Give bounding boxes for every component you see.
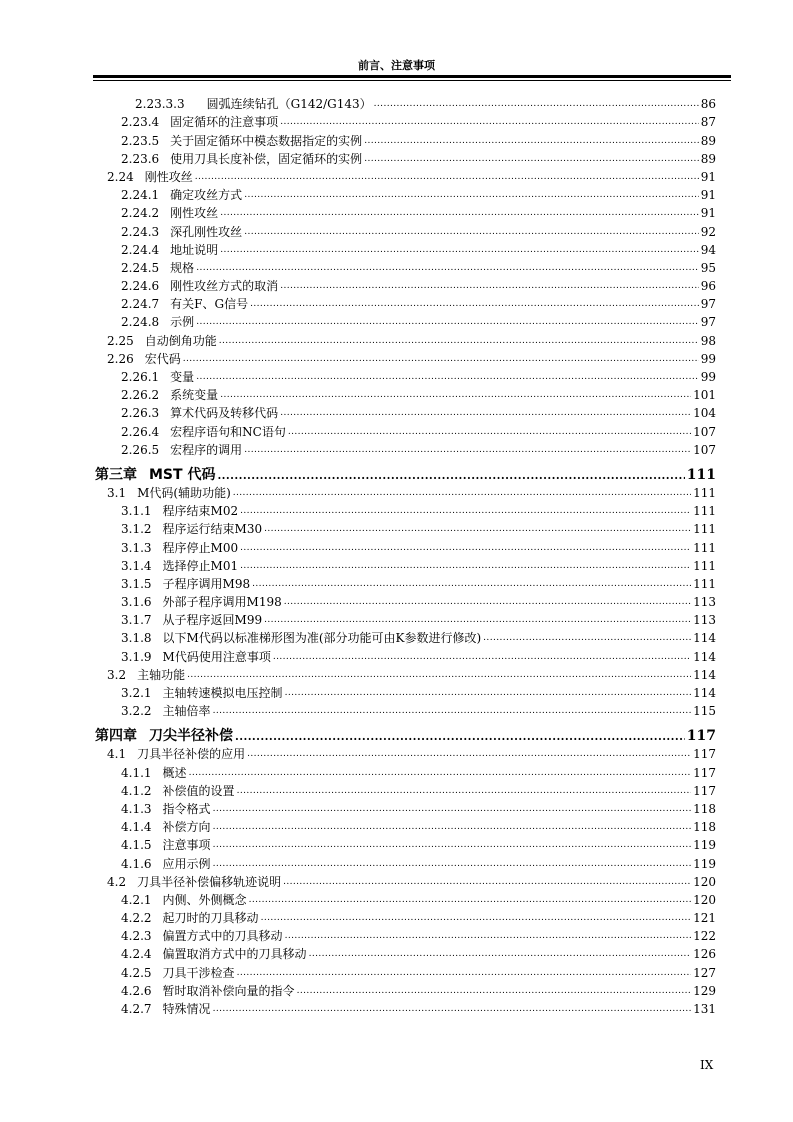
toc-entry-page: 107 [693,424,716,439]
toc-leader-dots [285,686,692,701]
toc-entry-title: 刀具干涉检查 [162,965,235,980]
toc-entry[interactable] [0,890,793,908]
toc-entry-title: 规格 [170,260,195,275]
toc-leader-dots [244,225,699,240]
toc-entry-title: 程序运行结束M30 [162,522,263,537]
toc-entry-number: 4.1.5 [121,838,152,853]
toc-entry-title: M代码(辅助功能) [137,485,231,500]
toc-leader-dots [288,425,691,440]
toc-entry[interactable] [0,908,793,926]
toc-entry-title: 偏置取消方式中的刀具移动 [162,947,307,962]
toc-entry-title: 选择停止M01 [162,558,239,573]
toc-entry-title: 圆弧连续钻孔（G142/G143） [206,97,372,112]
toc-entry-title: 偏置方式中的刀具移动 [162,929,283,944]
toc-entry-title: 主轴功能 [137,667,186,682]
toc-entry-page: 111 [693,485,716,500]
toc-entry-page: 111 [686,466,716,483]
toc-entry-page: 91 [700,169,716,184]
toc-leader-dots [240,504,691,519]
toc-entry-page: 114 [693,649,716,664]
toc-leader-dots [264,613,691,628]
toc-leader-dots [213,704,692,719]
toc-entry-title: 补偿方向 [162,820,211,835]
toc-entry-number: 2.26.3 [121,406,160,421]
toc-entry-page: 129 [693,983,716,998]
toc-entry[interactable] [0,240,793,258]
toc-leader-dots [249,893,692,908]
toc-leader-dots [213,857,692,872]
toc-entry-page: 89 [700,151,716,166]
toc-entry[interactable] [0,167,793,185]
toc-entry-number: 3.1.3 [121,540,152,555]
toc-entry-page: 114 [693,631,716,646]
toc-entry-number: 2.26.1 [121,370,160,384]
toc-entry-number: 2.26 [107,351,134,366]
toc-entry[interactable] [0,276,793,294]
toc-entry-title: 应用示例 [162,856,211,871]
toc-entry-page: 126 [693,947,716,962]
toc-leader-dots [285,929,692,944]
toc-entry[interactable] [0,112,793,130]
toc-entry-page: 95 [700,260,716,275]
toc-entry-page: 131 [693,1002,716,1016]
toc-leader-dots [196,370,699,385]
toc-entry-page: 91 [700,206,716,221]
toc-leader-dots [233,486,691,501]
toc-entry[interactable] [0,646,793,664]
toc-entry-title: 子程序调用M98 [162,576,251,591]
toc-entry-number: 3.1 [107,485,127,500]
toc-leader-dots [240,559,691,574]
toc-entry-number: 2.25 [107,333,134,348]
toc-entry-number: 4.2.3 [121,929,152,944]
toc-entry[interactable] [0,701,793,719]
toc-leader-dots [264,522,691,537]
toc-entry[interactable] [0,744,793,762]
toc-entry-page: 117 [693,747,716,762]
toc-leader-dots [213,820,692,835]
toc-entry-page: 91 [700,188,716,203]
toc-entry[interactable] [0,385,793,403]
toc-entry[interactable] [0,574,793,592]
toc-leader-dots [297,984,692,999]
toc-entry-page: 119 [693,838,716,853]
toc-entry-number: 3.1.5 [121,576,152,591]
toc-entry[interactable] [0,926,793,944]
toc-entry[interactable] [0,628,793,646]
toc-entry-page: 89 [700,133,716,148]
toc-entry-number: 2.23.5 [121,133,160,148]
toc-leader-dots [250,297,699,312]
toc-entry[interactable] [0,683,793,701]
toc-entry-page: 113 [693,595,716,610]
toc-entry[interactable] [0,367,793,385]
toc-entry-number: 4.1.6 [121,856,152,871]
table-of-contents [0,94,793,1017]
toc-leader-dots [235,729,685,744]
toc-entry-title: 关于固定循环中模态数据指定的实例 [170,133,363,148]
toc-entry-page: 87 [700,115,716,130]
toc-entry-page: 92 [700,224,716,239]
toc-entry-number: 2.23.4 [121,115,160,130]
toc-leader-dots [374,97,699,112]
toc-leader-dots [220,243,699,258]
toc-entry-title: 系统变量 [170,388,219,403]
toc-entry-title: 程序结束M02 [162,504,239,519]
toc-leader-dots [284,595,691,610]
toc-entry-page: 94 [700,242,716,257]
toc-entry-number: 3.2.1 [121,686,152,700]
toc-entry-title: M代码使用注意事项 [162,649,271,664]
toc-leader-dots [273,650,691,665]
toc-entry-number: 4.2.4 [121,947,152,962]
toc-entry[interactable] [0,962,793,980]
toc-entry[interactable] [0,872,793,890]
toc-entry-page: 97 [700,315,716,330]
toc-entry-number: 4.2.6 [121,983,152,998]
toc-entry-title: 示例 [170,315,195,330]
toc-entry-number: 第四章 [95,728,137,745]
toc-leader-dots [364,152,699,167]
toc-entry-title: 变量 [170,370,195,384]
toc-entry-page: 114 [693,667,716,682]
toc-entry-number: 4.2.5 [121,965,152,980]
toc-entry-title: 算术代码及转移代码 [170,406,279,421]
toc-entry-number: 3.1.6 [121,595,152,610]
toc-entry-page: 101 [693,388,716,403]
toc-entry[interactable] [0,817,793,835]
toc-entry-number: 3.1.8 [121,631,152,646]
toc-entry-title: 特殊情况 [162,1002,211,1016]
toc-chapter-entry[interactable] [0,719,793,744]
toc-entry[interactable] [0,781,793,799]
toc-entry-title: 指令格式 [162,801,211,816]
toc-entry-number: 2.24.7 [121,297,160,312]
toc-entry[interactable] [0,130,793,148]
toc-entry-title: 使用刀具长度补偿，固定循环的实例 [170,151,363,166]
toc-leader-dots [217,468,684,483]
toc-leader-dots [213,802,692,817]
toc-entry-page: 127 [693,965,716,980]
toc-entry-title: 注意事项 [162,838,211,853]
toc-entry-page: 114 [693,686,716,700]
toc-entry-number: 2.23.3.3 [135,97,185,112]
toc-leader-dots [280,279,699,294]
toc-entry-page: 117 [693,783,716,798]
toc-leader-dots [237,966,692,981]
toc-entry-page: 117 [693,765,716,780]
toc-leader-dots [219,334,699,349]
toc-entry[interactable] [0,556,793,574]
toc-entry-page: 120 [693,892,716,907]
toc-entry-number: 4.2.7 [121,1002,152,1016]
toc-entry-page: 104 [693,406,716,421]
toc-entry[interactable] [0,149,793,167]
header-rule-thin [93,80,731,81]
toc-entry-title: 刀具半径补偿的应用 [137,747,246,762]
toc-entry-title: 确定攻丝方式 [170,188,243,203]
toc-entry-title: 自动倒角功能 [144,333,217,348]
toc-leader-dots [244,443,691,458]
toc-entry-title: 起刀时的刀具移动 [162,911,259,926]
toc-entry-number: 2.24.4 [121,242,160,257]
toc-entry-title: 从子程序返回M99 [162,613,263,628]
toc-entry-number: 2.26.4 [121,424,160,439]
toc-entry[interactable] [0,294,793,312]
toc-leader-dots [252,577,691,592]
toc-leader-dots [247,747,691,762]
toc-entry-number: 2.23.6 [121,151,160,166]
toc-entry-title: 深孔刚性攻丝 [170,224,243,239]
toc-entry-title: 主轴转速模拟电压控制 [162,686,283,700]
toc-entry-page: 113 [693,613,716,628]
toc-entry[interactable] [0,440,793,458]
toc-entry[interactable] [0,349,793,367]
toc-entry[interactable] [0,203,793,221]
toc-entry-page: 118 [693,801,716,816]
toc-leader-dots [183,352,699,367]
toc-entry-page: 111 [693,504,716,519]
toc-leader-dots [213,838,692,853]
toc-entry[interactable] [0,94,793,112]
toc-entry-number: 4.1.2 [121,783,152,798]
toc-entry-number: 3.1.9 [121,649,152,664]
toc-leader-dots [309,947,692,962]
toc-entry[interactable] [0,610,793,628]
toc-entry-number: 3.1.2 [121,522,152,537]
toc-leader-dots [213,1002,692,1017]
toc-entry-title: MST 代码 [149,466,216,483]
toc-entry-title: 概述 [162,765,187,780]
toc-entry[interactable] [0,258,793,276]
toc-entry-page: 118 [693,820,716,835]
toc-entry-number: 4.1.1 [121,765,152,780]
toc-entry-page: 122 [693,929,716,944]
toc-leader-dots [196,261,699,276]
toc-leader-dots [280,115,699,130]
toc-entry-title: 刚性攻丝 [170,206,219,221]
toc-entry-title: 刀具半径补偿偏移轨迹说明 [137,874,282,889]
toc-entry[interactable] [0,221,793,239]
toc-entry-page: 111 [693,522,716,537]
toc-entry-title: 外部子程序调用M198 [162,595,282,610]
toc-entry-title: 内侧、外侧概念 [162,892,247,907]
toc-entry-number: 2.24.6 [121,279,160,294]
toc-entry[interactable] [0,944,793,962]
toc-entry-number: 4.1.4 [121,820,152,835]
toc-entry-title: 补偿值的设置 [162,783,235,798]
toc-entry[interactable] [0,312,793,330]
toc-entry-number: 2.26.5 [121,442,160,457]
toc-entry-number: 4.2.2 [121,911,152,926]
toc-entry[interactable] [0,592,793,610]
toc-entry-page: 107 [693,442,716,457]
running-header-title: 前言、注意事项 [358,59,435,72]
toc-entry-number: 4.2.1 [121,892,152,907]
toc-entry-page: 115 [693,704,716,719]
toc-leader-dots [196,315,699,330]
toc-entry-page: 96 [700,279,716,294]
toc-entry-number: 3.1.4 [121,558,152,573]
toc-entry-title: 宏程序语句和NC语句 [170,424,286,439]
toc-entry[interactable] [0,403,793,421]
toc-entry[interactable] [0,665,793,683]
toc-leader-dots [280,406,691,421]
toc-entry[interactable] [0,185,793,203]
toc-entry-page: 121 [693,911,716,926]
toc-entry[interactable] [0,853,793,871]
toc-leader-dots [189,766,692,781]
toc-entry[interactable] [0,537,793,555]
toc-entry-title: 固定循环的注意事项 [170,115,279,130]
toc-entry-page: 111 [693,540,716,555]
toc-leader-dots [195,170,699,185]
toc-entry-number: 2.24.5 [121,260,160,275]
toc-entry-title: 地址说明 [170,242,219,257]
toc-entry-page: 97 [700,297,716,312]
toc-entry-number: 2.24.2 [121,206,160,221]
toc-entry-page: 119 [693,856,716,871]
toc-entry-number: 2.24.1 [121,188,160,203]
toc-entry-title: 以下M代码以标准梯形图为准(部分功能可由K参数进行修改) [162,631,482,646]
toc-entry-title: 程序停止M00 [162,540,239,555]
toc-entry-number: 3.2.2 [121,704,152,719]
toc-entry-title: 刀尖半径补偿 [149,728,233,745]
toc-entry[interactable] [0,981,793,999]
toc-entry[interactable] [0,421,793,439]
page-number: IX [700,1058,714,1072]
toc-entry[interactable] [0,483,793,501]
toc-entry-title: 刚性攻丝 [144,169,193,184]
toc-entry-title: 有关F、G信号 [170,297,249,312]
toc-entry-page: 111 [693,576,716,591]
toc-entry[interactable] [0,835,793,853]
toc-entry-page: 98 [700,333,716,348]
toc-chapter-entry[interactable] [0,458,793,483]
toc-entry-number: 2.24.8 [121,315,160,330]
toc-entry-title: 暂时取消补偿向量的指令 [162,983,295,998]
toc-entry-number: 2.24 [107,169,134,184]
toc-entry-number: 2.26.2 [121,388,160,403]
toc-entry-title: 主轴倍率 [162,704,211,719]
toc-entry-title: 刚性攻丝方式的取消 [170,279,279,294]
toc-entry[interactable] [0,999,793,1017]
toc-entry-page: 117 [686,728,716,745]
toc-leader-dots [244,188,699,203]
toc-entry-number: 4.1.3 [121,801,152,816]
toc-entry-number: 3.1.1 [121,504,152,519]
toc-entry-page: 120 [693,874,716,889]
toc-leader-dots [261,911,692,926]
toc-entry-number: 4.1 [107,747,127,762]
toc-leader-dots [240,541,691,556]
toc-entry[interactable] [0,799,793,817]
toc-entry-title: 宏程序的调用 [170,442,243,457]
toc-entry-number: 4.2 [107,874,127,889]
toc-leader-dots [220,206,699,221]
toc-leader-dots [187,668,691,683]
toc-entry[interactable] [0,501,793,519]
header-rule-thick [93,75,731,78]
toc-entry-number: 3.2 [107,667,127,682]
toc-entry-number: 2.24.3 [121,224,160,239]
toc-leader-dots [364,134,699,149]
toc-entry-title: 宏代码 [144,351,181,366]
toc-entry-page: 99 [700,351,716,366]
toc-entry-number: 3.1.7 [121,613,152,628]
toc-entry[interactable] [0,519,793,537]
toc-entry[interactable] [0,330,793,348]
toc-leader-dots [220,388,691,403]
toc-entry-page: 99 [700,370,716,384]
toc-entry-page: 111 [693,558,716,573]
toc-leader-dots [283,875,691,890]
toc-entry-page: 86 [700,97,716,112]
toc-entry[interactable] [0,762,793,780]
toc-leader-dots [483,631,691,646]
toc-leader-dots [237,784,692,799]
toc-entry-number: 第三章 [95,466,137,483]
